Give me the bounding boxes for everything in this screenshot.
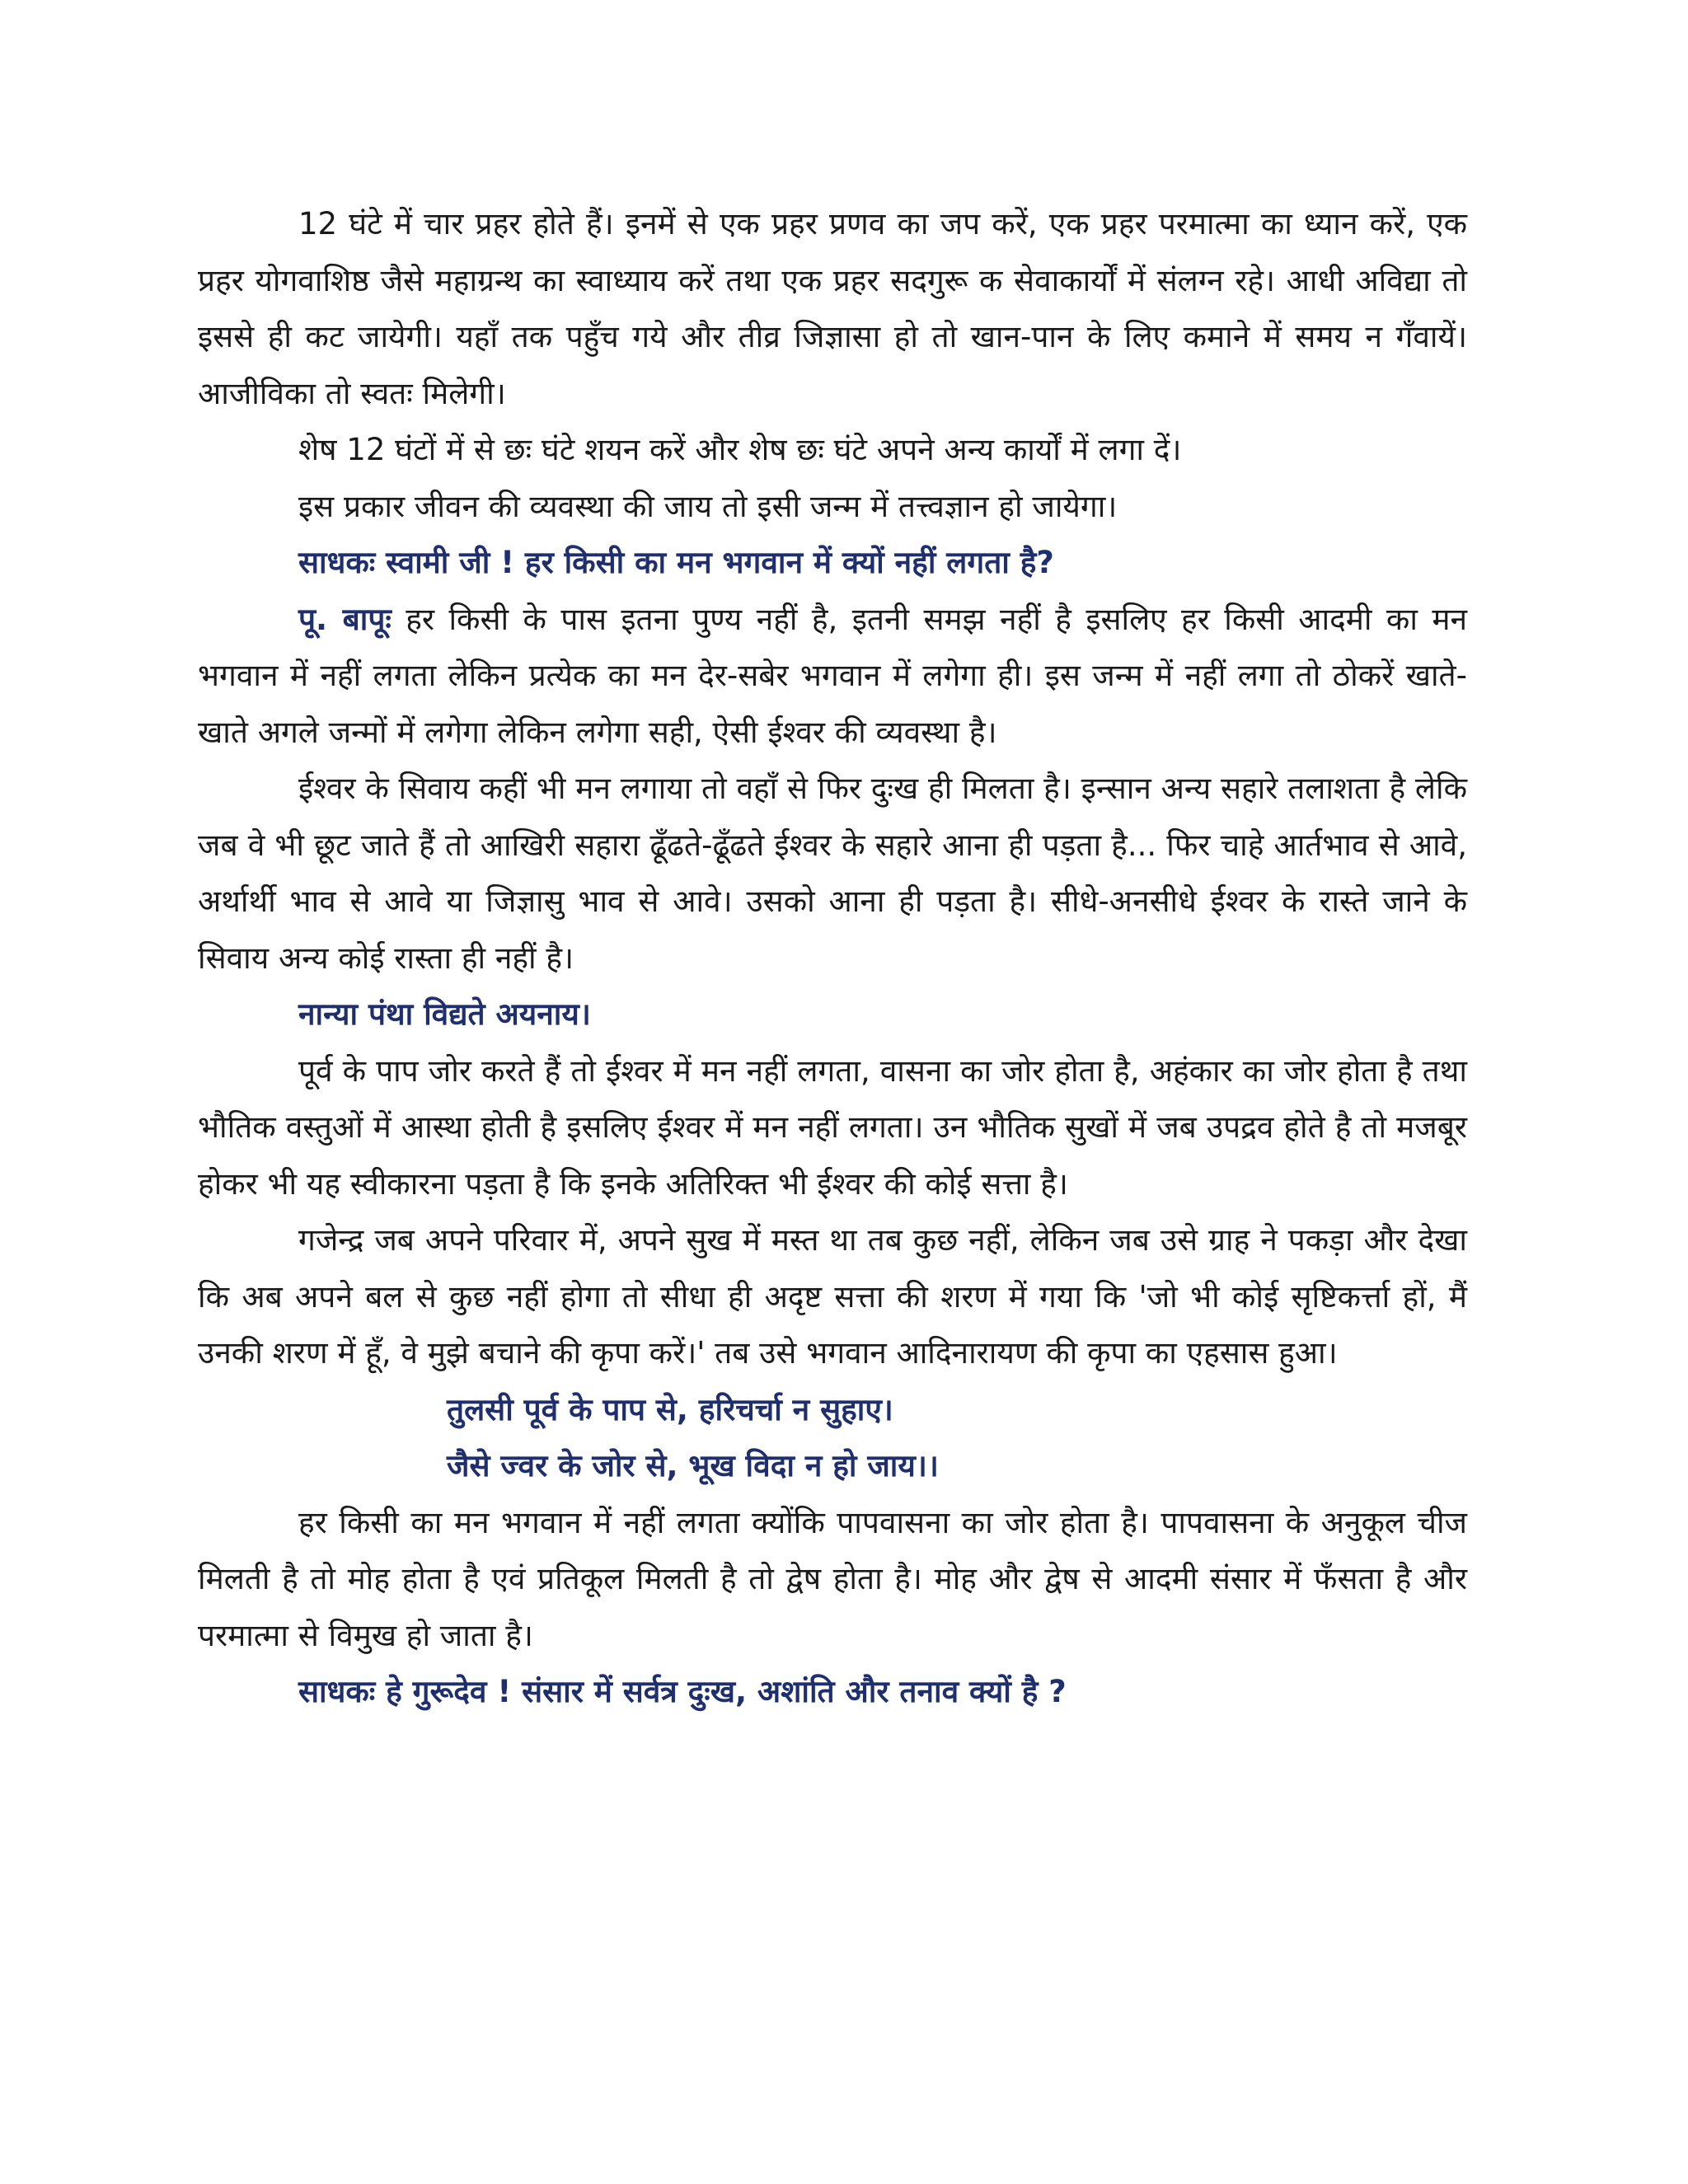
page-content — [198, 196, 1467, 1721]
paragraph: पूर्व के पाप जोर करते हैं तो ईश्वर में मन नहीं लगता, वासना का जोर होता है, अहंकार का जोर होता है तथा भौतिक वस्तुओं में आस्था होती है इसलिए ईश्वर में मन नहीं लगता। उन भौतिक सुखों में जब उपद्रव होते है तो मजबूर होकर भी यह स्वीकारना पड़ता है कि इनके अतिरिक्त भी ईश्वर की कोई सत्ता है। — [198, 1052, 1467, 1202]
paragraph: 12 घंटे में चार प्रहर होते हैं। इनमें से एक प्रहर प्रणव का जप करें, एक प्रहर परमात्मा का ध्यान करें, एक प्रहर योगवाशिष्ठ जैसे महाग्रन्थ का स्वाध्याय करें तथा एक प्रहर सदगुरू क सेवाकार्यों में संलग्न रहे। आधी अविद्या तो इससे ही कट जायेगी। यहाँ तक पहुँच गये और तीव्र जिज्ञासा हो तो खान-पान के लिए कमाने में समय न गँवायें। आजीविका तो स्वतः मिलेगी। — [198, 206, 1467, 411]
verse-line: तुलसी पूर्व के पाप से, हरिचर्चा न सुहाए। — [447, 1391, 893, 1427]
answer-text: हर किसी के पास इतना पुण्य नहीं है, इतनी समझ नहीं है इसलिए हर किसी आदमी का मन भगवान में नहीं लगता लेकिन प्रत्येक का मन देर-सबेर भगवान में लगेगा ही। इस जन्म में नहीं लगा तो ठोकरें खाते-खाते अगले जन्मों में लगेगा लेकिन लगेगा सही, ऐसी ईश्वर की व्यवस्था है। — [198, 601, 1467, 750]
quote-line: नान्या पंथा विद्यते अयनाय। — [298, 996, 591, 1032]
paragraph: गजेन्द्र जब अपने परिवार में, अपने सुख में मस्त था तब कुछ नहीं, लेकिन जब उसे ग्राह ने पकड़ा और देखा कि अब अपने बल से कुछ नहीं होगा तो सीधा ही अदृष्ट सत्ता की शरण में गया कि 'जो भी कोई सृष्टिकर्त्ता हों, मैं उनकी शरण में हूँ, वे मुझे बचाने की कृपा करें।' तब उसे भगवान आदिनारायण की कृपा का एहसास हुआ। — [198, 1222, 1467, 1371]
question-heading: साधकः स्वामी जी ! हर किसी का मन भगवान में क्यों नहीं लगता है? — [298, 545, 1054, 580]
verse-block — [198, 1382, 1467, 1495]
answer-paragraph — [198, 592, 1467, 762]
paragraph: इस प्रकार जीवन की व्यवस्था की जाय तो इसी जन्म में तत्त्वज्ञान हो जायेगा। — [298, 488, 1118, 524]
paragraph: ईश्वर के सिवाय कहीं भी मन लगाया तो वहाँ से फिर दुःख ही मिलता है। इन्सान अन्य सहारे तलाशता है लेकि जब वे भी छूट जाते हैं तो आखिरी सहारा ढूँढते-ढूँढते ईश्वर के सहारे आना ही पड़ता है... फिर चाहे आर्तभाव से आवे, अर्थार्थी भाव से आवे या जिज्ञासु भाव से आवे। उसको आना ही पड़ता है। सीधे-अनसीधे ईश्वर के रास्ते जाने के सिवाय अन्य कोई रास्ता ही नहीं है। — [198, 771, 1467, 976]
paragraph: शेष 12 घंटों में से छः घंटे शयन करें और शेष छः घंटे अपने अन्य कार्यों में लगा दें। — [298, 432, 1182, 467]
question-heading: साधकः हे गुरूदेव ! संसार में सर्वत्र दुःख, अशांति और तनाव क्यों है ? — [298, 1674, 1067, 1709]
speaker-label: पू. बापूः — [298, 601, 392, 637]
paragraph: हर किसी का मन भगवान में नहीं लगता क्योंकि पापवासना का जोर होता है। पापवासना के अनुकूल चीज मिलती है तो मोह होता है एवं प्रतिकूल मिलती है तो द्वेष होता है। मोह और द्वेष से आदमी संसार में फँसता है और परमात्मा से विमुख हो जाता है। — [198, 1504, 1467, 1653]
verse-line: जैसे ज्वर के जोर से, भूख विदा न हो जाय।। — [447, 1448, 939, 1483]
